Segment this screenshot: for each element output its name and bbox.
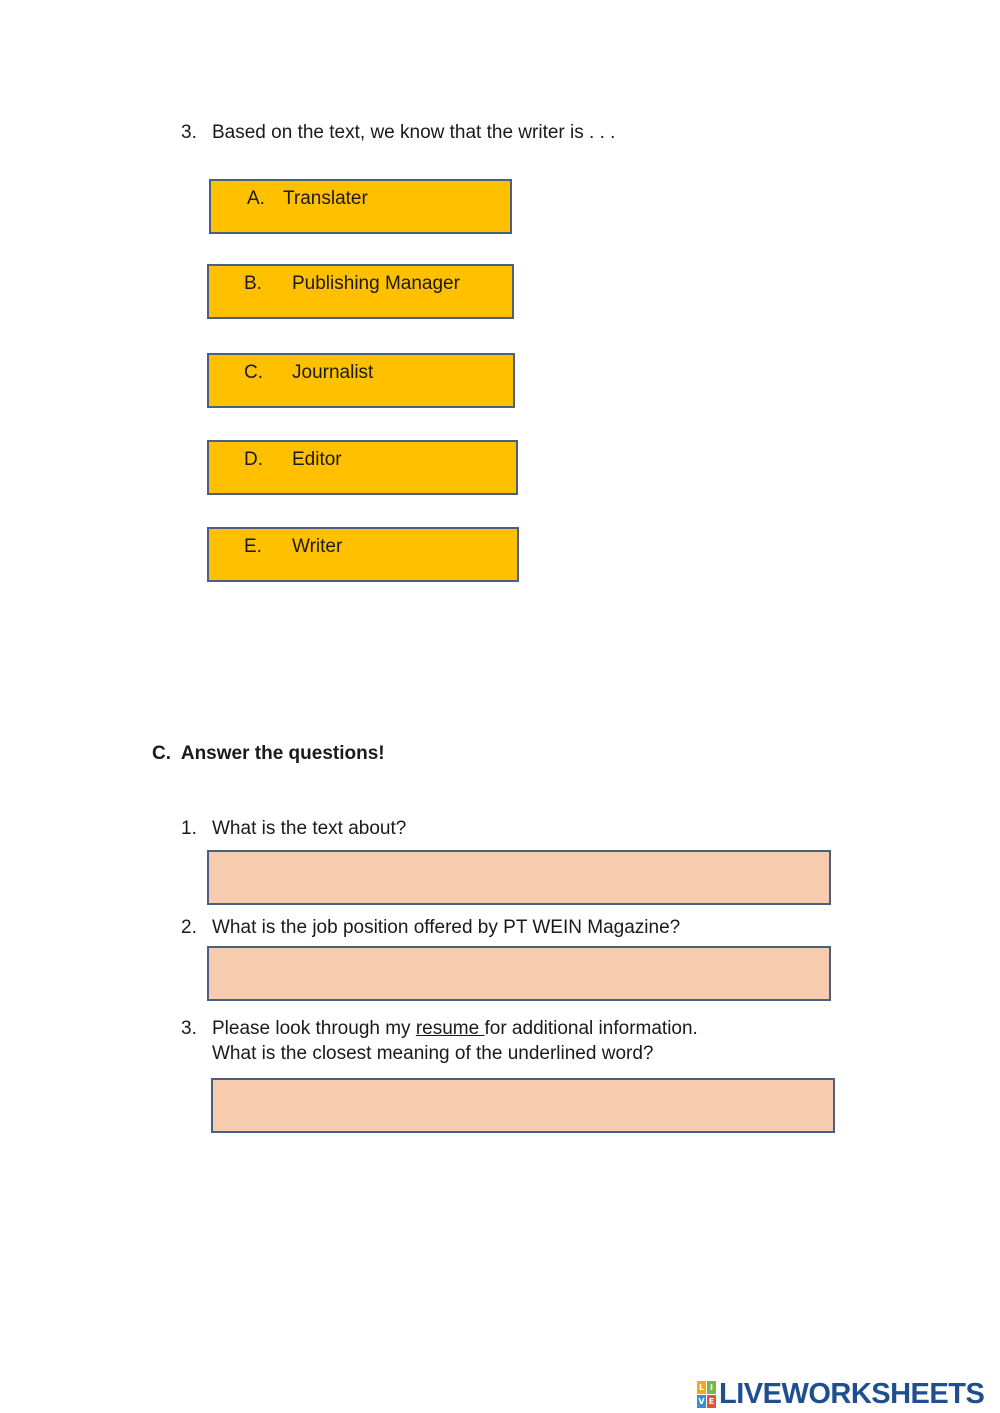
- logo-block-v: V: [698, 1396, 705, 1406]
- logo-blocks-icon: [697, 1381, 716, 1408]
- option-b-letter: B.: [244, 273, 262, 294]
- q3-text-before: Please look through my: [212, 1018, 416, 1039]
- logo-text: LIVEWORKSHEETS: [719, 1377, 985, 1410]
- question-3-text: Based on the text, we know that the writer is . . .: [212, 122, 616, 143]
- option-d-label: Editor: [292, 449, 342, 470]
- option-e[interactable]: [207, 527, 519, 582]
- option-d[interactable]: [207, 440, 518, 495]
- section-c-q2-number: 2.: [181, 917, 197, 938]
- answer-field-1[interactable]: [207, 850, 831, 905]
- answer-field-2[interactable]: [207, 946, 831, 1001]
- liveworksheets-logo: [697, 1377, 985, 1410]
- logo-block-e: E: [708, 1396, 715, 1406]
- answer-field-3[interactable]: [211, 1078, 835, 1133]
- logo-block-i: I: [707, 1381, 716, 1394]
- option-d-letter: D.: [244, 449, 263, 470]
- section-c-q3-number: 3.: [181, 1018, 197, 1039]
- option-a-label: Translater: [283, 188, 368, 209]
- underlined-word-resume: resume: [415, 1018, 485, 1039]
- section-c-q1-text: What is the text about?: [212, 818, 407, 839]
- option-c-letter: C.: [244, 362, 263, 383]
- section-c-q2-text: What is the job position offered by PT WEIN Magazine?: [212, 917, 681, 938]
- section-c-q3-line1: [212, 1018, 698, 1040]
- option-a[interactable]: [209, 179, 512, 234]
- option-e-letter: E.: [244, 536, 262, 557]
- option-b[interactable]: [207, 264, 514, 319]
- logo-block-l: L: [698, 1382, 705, 1392]
- option-c-label: Journalist: [292, 362, 374, 383]
- section-c-q1-number: 1.: [181, 818, 197, 839]
- q3-text-after: for additional information.: [484, 1018, 698, 1039]
- option-a-letter: A.: [247, 188, 265, 209]
- section-c-heading: C. Answer the questions!: [152, 743, 385, 764]
- option-b-label: Publishing Manager: [292, 273, 460, 294]
- option-e-label: Writer: [292, 536, 343, 557]
- question-3-number: 3.: [181, 122, 197, 143]
- option-c[interactable]: [207, 353, 515, 408]
- section-c-q3-line2: What is the closest meaning of the underlined word?: [212, 1043, 654, 1064]
